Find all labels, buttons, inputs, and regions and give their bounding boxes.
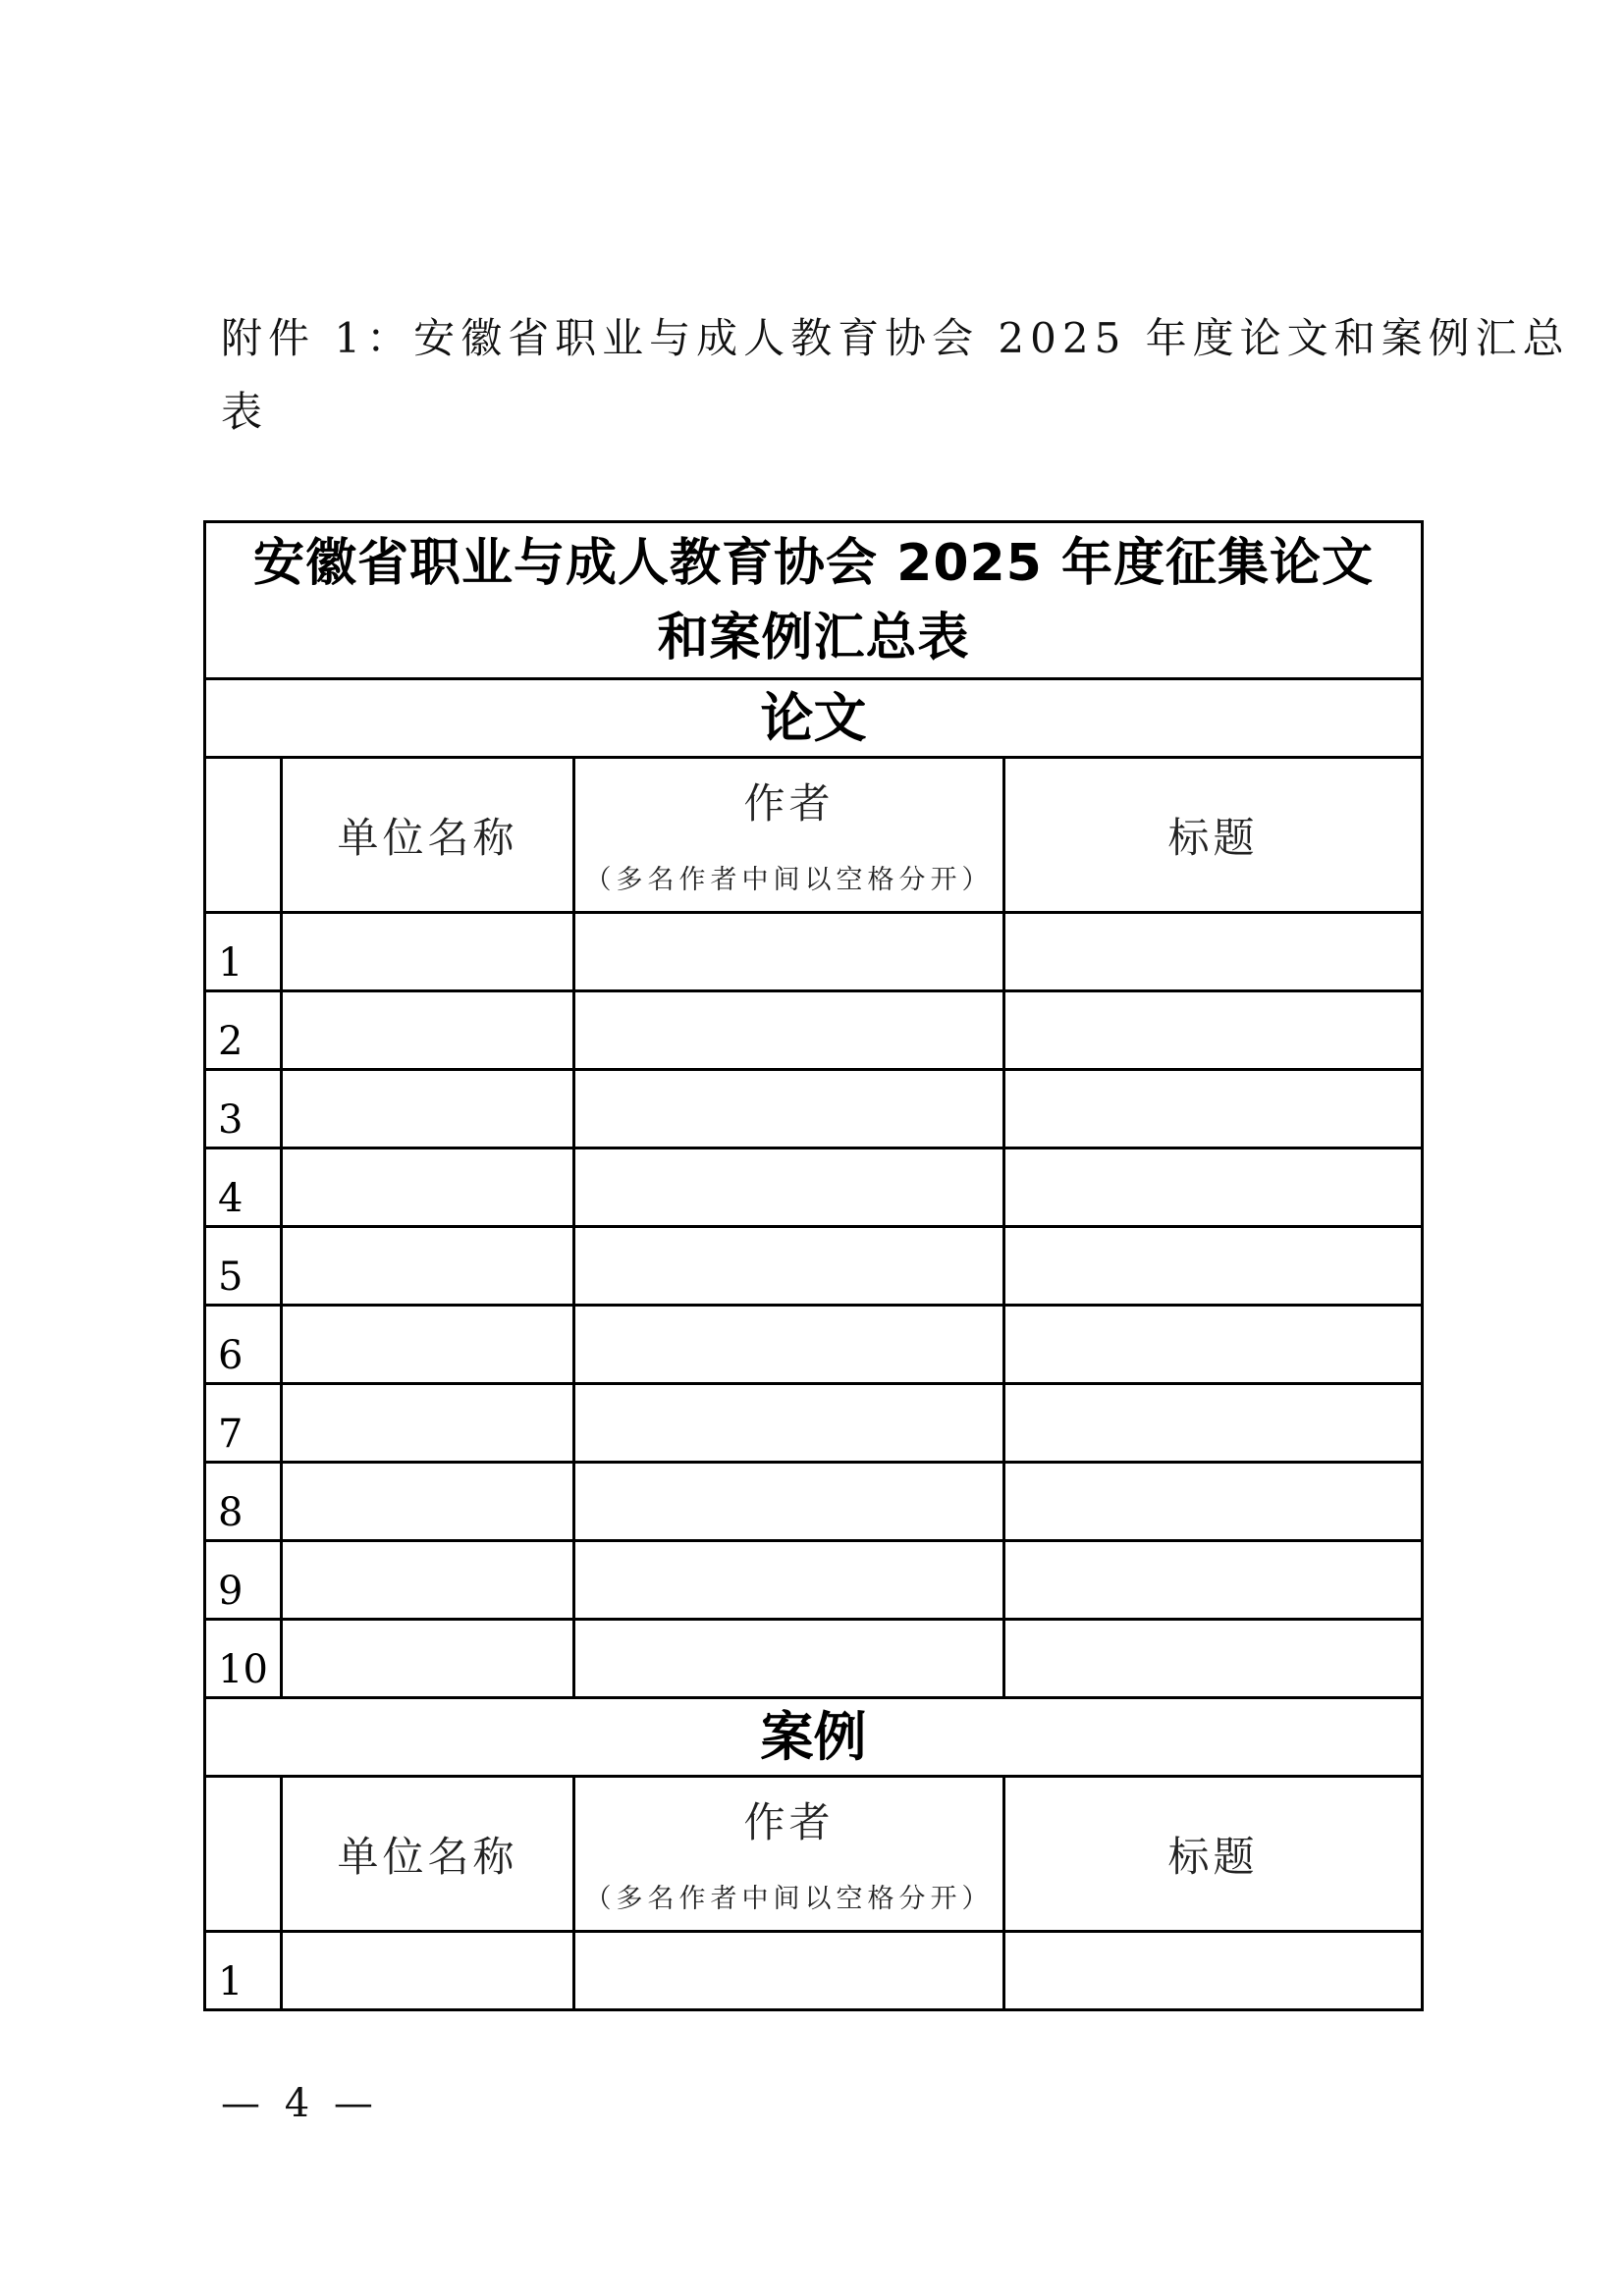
papers-header-author <box>574 758 1004 913</box>
paper-author-cell[interactable] <box>574 1148 1004 1227</box>
paper-row <box>205 1463 1423 1541</box>
paper-author-cell[interactable] <box>574 913 1004 991</box>
cases-header-author-label: 作者 <box>743 1797 835 1846</box>
summary-table <box>203 520 1424 2011</box>
paper-title-cell[interactable] <box>1004 1384 1423 1463</box>
attachment-heading-line1: 附件 1：安徽省职业与成人教育协会 2025 年度论文和案例汇总 <box>221 314 1570 362</box>
paper-row-number: 5 <box>205 1227 282 1306</box>
cases-header-title: 标题 <box>1004 1777 1423 1932</box>
cases-header-author <box>574 1777 1004 1932</box>
paper-unit-cell[interactable] <box>282 1148 574 1227</box>
cases-header-author-note: （多名作者中间以空格分开） <box>584 1883 994 1914</box>
paper-row-number: 7 <box>205 1384 282 1463</box>
paper-row <box>205 1541 1423 1620</box>
papers-section-title: 论文 <box>205 679 1423 758</box>
papers-header-author-label: 作者 <box>743 778 835 828</box>
table-title <box>205 522 1423 679</box>
paper-row <box>205 1620 1423 1698</box>
paper-unit-cell[interactable] <box>282 913 574 991</box>
attachment-heading-line2: 表 <box>221 388 269 436</box>
page-number: — 4 — <box>221 2081 379 2126</box>
paper-unit-cell[interactable] <box>282 1070 574 1148</box>
paper-author-cell[interactable] <box>574 1620 1004 1698</box>
case-row <box>205 1932 1423 2010</box>
paper-title-cell[interactable] <box>1004 991 1423 1070</box>
paper-author-cell[interactable] <box>574 991 1004 1070</box>
paper-unit-cell[interactable] <box>282 1541 574 1620</box>
papers-header-unit: 单位名称 <box>282 758 574 913</box>
paper-author-cell[interactable] <box>574 1541 1004 1620</box>
paper-author-cell[interactable] <box>574 1070 1004 1148</box>
table-title-line2: 和案例汇总表 <box>657 608 970 667</box>
paper-row-number: 2 <box>205 991 282 1070</box>
paper-unit-cell[interactable] <box>282 1463 574 1541</box>
paper-title-cell[interactable] <box>1004 1541 1423 1620</box>
papers-header-row <box>205 758 1423 913</box>
papers-rows <box>205 913 1423 1698</box>
paper-title-cell[interactable] <box>1004 1070 1423 1148</box>
paper-title-cell[interactable] <box>1004 1463 1423 1541</box>
paper-unit-cell[interactable] <box>282 1384 574 1463</box>
paper-row-number: 1 <box>205 913 282 991</box>
paper-row <box>205 1227 1423 1306</box>
cases-header-row <box>205 1777 1423 1932</box>
paper-title-cell[interactable] <box>1004 1148 1423 1227</box>
paper-title-cell[interactable] <box>1004 1306 1423 1384</box>
cases-header-index <box>205 1777 282 1932</box>
paper-author-cell[interactable] <box>574 1306 1004 1384</box>
paper-unit-cell[interactable] <box>282 1620 574 1698</box>
paper-unit-cell[interactable] <box>282 1306 574 1384</box>
paper-author-cell[interactable] <box>574 1227 1004 1306</box>
paper-row-number: 8 <box>205 1463 282 1541</box>
papers-header-index <box>205 758 282 913</box>
paper-row-number: 4 <box>205 1148 282 1227</box>
paper-row <box>205 1306 1423 1384</box>
papers-header-title: 标题 <box>1004 758 1423 913</box>
papers-header-author-note: （多名作者中间以空格分开） <box>584 864 994 895</box>
case-title-cell[interactable] <box>1004 1932 1423 2010</box>
paper-row <box>205 1148 1423 1227</box>
paper-row <box>205 1070 1423 1148</box>
cases-section-title: 案例 <box>205 1698 1423 1777</box>
paper-author-cell[interactable] <box>574 1384 1004 1463</box>
paper-row-number: 10 <box>205 1620 282 1698</box>
paper-row <box>205 913 1423 991</box>
paper-row-number: 6 <box>205 1306 282 1384</box>
paper-title-cell[interactable] <box>1004 913 1423 991</box>
paper-title-cell[interactable] <box>1004 1620 1423 1698</box>
cases-header-unit: 单位名称 <box>282 1777 574 1932</box>
case-author-cell[interactable] <box>574 1932 1004 2010</box>
paper-row-number: 9 <box>205 1541 282 1620</box>
paper-title-cell[interactable] <box>1004 1227 1423 1306</box>
paper-unit-cell[interactable] <box>282 1227 574 1306</box>
case-row-number: 1 <box>205 1932 282 2010</box>
paper-row-number: 3 <box>205 1070 282 1148</box>
case-unit-cell[interactable] <box>282 1932 574 2010</box>
paper-row <box>205 1384 1423 1463</box>
paper-row <box>205 991 1423 1070</box>
cases-rows <box>205 1932 1423 2010</box>
paper-unit-cell[interactable] <box>282 991 574 1070</box>
paper-author-cell[interactable] <box>574 1463 1004 1541</box>
table-title-line1: 安徽省职业与成人教育协会 2025 年度征集论文 <box>253 533 1374 593</box>
